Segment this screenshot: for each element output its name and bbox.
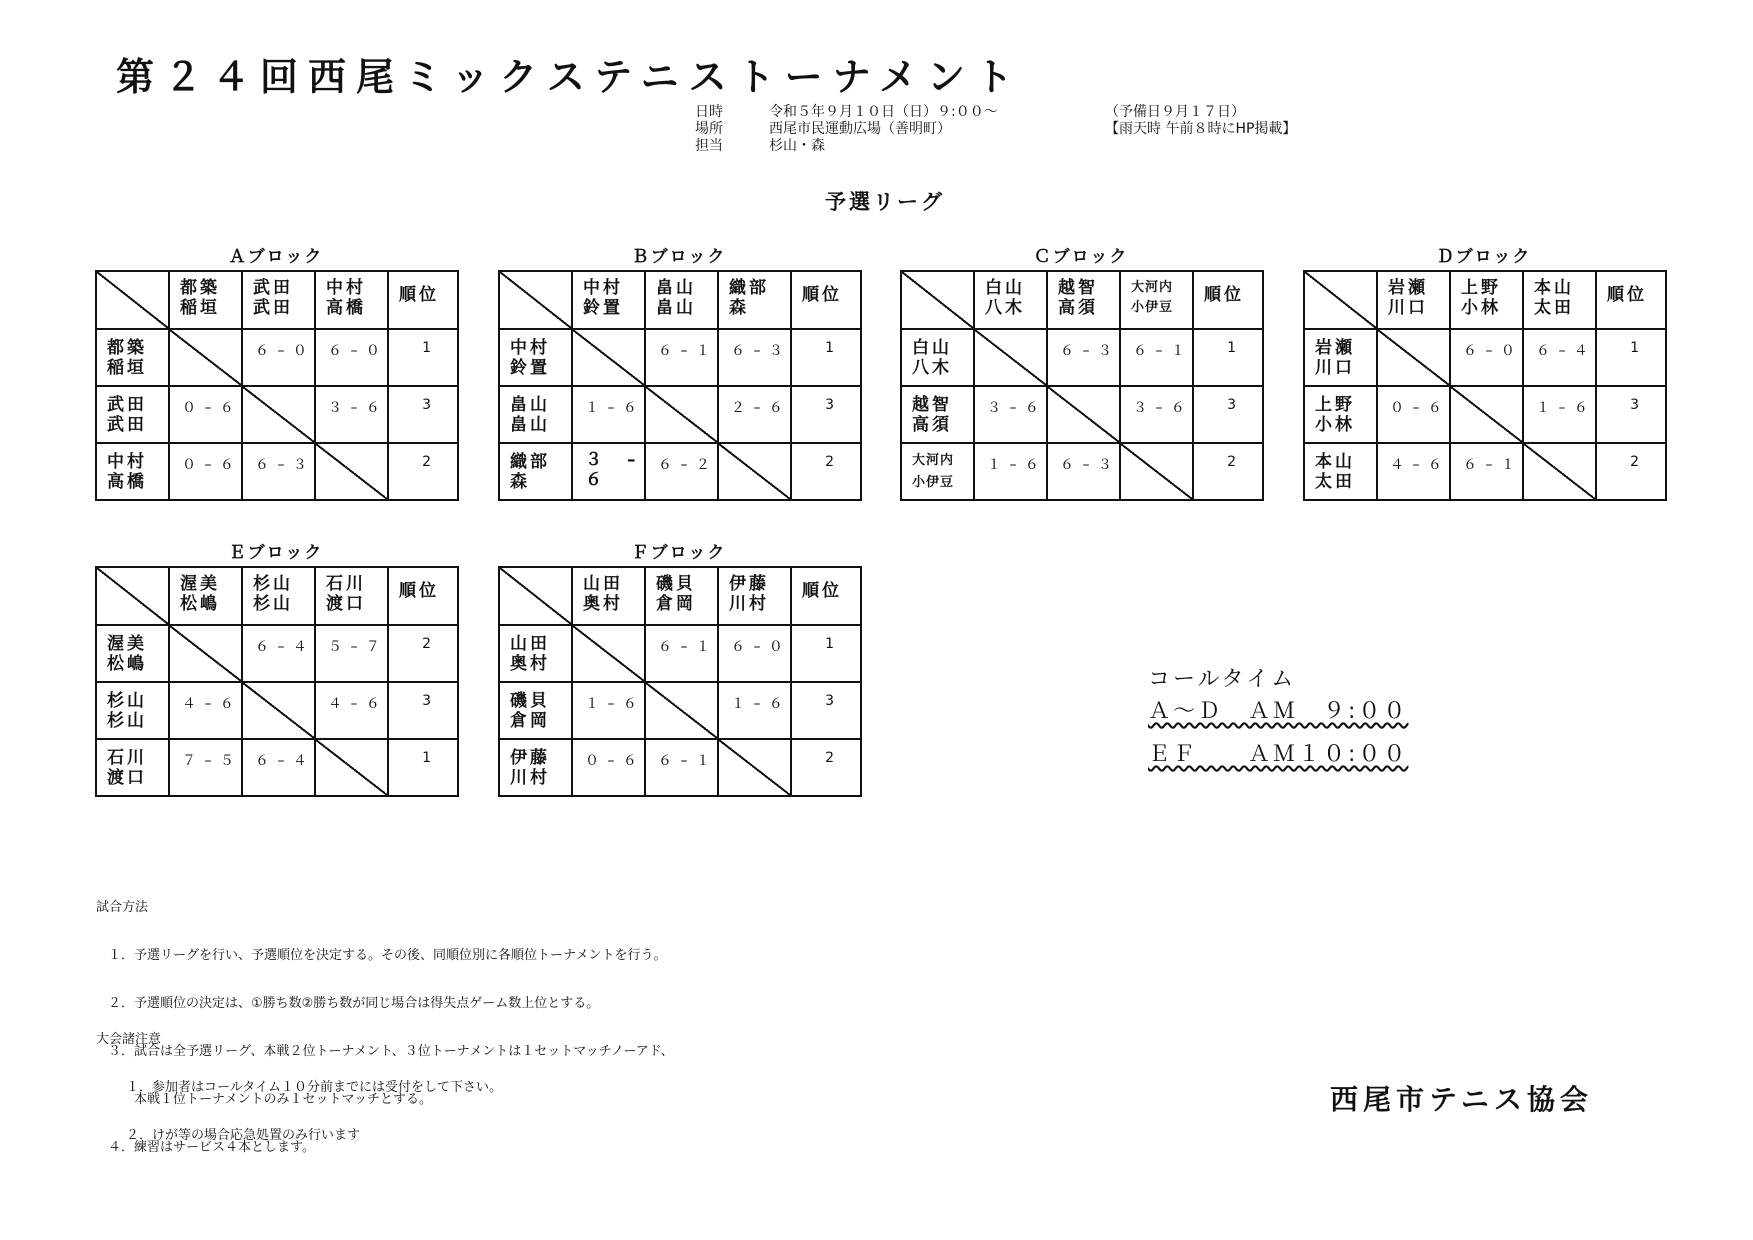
rank-value: 3 (1227, 397, 1236, 413)
corner-cell (499, 271, 572, 329)
score-cell (1450, 443, 1523, 500)
score-cell (1120, 329, 1193, 386)
team-header-cell (1523, 271, 1596, 329)
table-row (499, 739, 861, 796)
team-header-cell (645, 271, 718, 329)
rank-value: 2 (422, 454, 431, 470)
match-score: ６ – ３ (731, 343, 785, 359)
rank-header-cell (1596, 271, 1666, 329)
rank-value: 2 (1227, 454, 1236, 470)
rank-value: 3 (825, 693, 834, 709)
rank-cell (1193, 329, 1263, 386)
rank-header-cell (791, 567, 861, 625)
score-cell (572, 739, 645, 796)
team-header-cell (315, 271, 388, 329)
info-value: 令和５年９月１０日（日）９:００～ (769, 104, 998, 120)
score-cell (1523, 386, 1596, 443)
match-score: ３ – ６ (1133, 400, 1187, 416)
rank-header: 順位 (802, 581, 842, 601)
tournament-notes (96, 1000, 502, 1160)
self-match-cell (242, 682, 315, 739)
league-block (498, 540, 860, 797)
league-block (95, 540, 457, 797)
rank-value: 1 (825, 340, 834, 356)
score-cell (1450, 329, 1523, 386)
match-score: ６ – ４ (255, 753, 309, 769)
self-match-cell (572, 625, 645, 682)
self-match-cell (572, 329, 645, 386)
match-score: １ – ６ (987, 457, 1041, 473)
rank-value: 3 (422, 397, 431, 413)
notes-title: 大会諸注意 (96, 1032, 162, 1047)
self-match-cell (645, 682, 718, 739)
team-name: 織部 森 (510, 451, 550, 492)
team-name: 大河内 小伊豆 (912, 452, 955, 490)
rank-cell (1596, 386, 1666, 443)
team-name: 武田 武田 (107, 394, 147, 435)
team-name: 上野 小林 (1315, 394, 1355, 435)
self-match-cell (1047, 386, 1120, 443)
league-table (95, 270, 459, 501)
block-title: Ｃブロック (1033, 247, 1129, 267)
block-title: Ｆブロック (631, 543, 727, 563)
rank-header: 順位 (1607, 285, 1647, 305)
self-match-cell (718, 739, 791, 796)
rank-cell (388, 682, 458, 739)
team-row-cell (96, 739, 169, 796)
match-score: ３ – ６ (987, 400, 1041, 416)
self-match-cell (1377, 329, 1450, 386)
team-name: 磯貝 倉岡 (510, 690, 550, 731)
team-row-cell (96, 625, 169, 682)
score-cell (718, 682, 791, 739)
score-cell (718, 386, 791, 443)
team-row-cell (96, 386, 169, 443)
rank-cell (791, 625, 861, 682)
score-cell (242, 329, 315, 386)
match-score: ０ – ６ (585, 753, 639, 769)
team-name: 武田 武田 (253, 278, 293, 318)
team-row-cell (499, 682, 572, 739)
table-row (901, 329, 1263, 386)
score-cell (974, 443, 1047, 500)
block-title: Ｂブロック (631, 247, 727, 267)
team-name: 越智 高須 (1058, 278, 1098, 318)
league-table (900, 270, 1264, 501)
team-row-cell (96, 682, 169, 739)
team-name: 伊藤 川村 (729, 574, 769, 614)
match-score: ６ – ３ (1060, 457, 1114, 473)
table-row (96, 625, 458, 682)
rank-value: 3 (825, 397, 834, 413)
team-row-cell (96, 443, 169, 500)
table-row (901, 443, 1263, 500)
rank-cell (1596, 443, 1666, 500)
score-cell (974, 386, 1047, 443)
team-name: 山田 奥村 (583, 574, 623, 614)
match-score: ６ – ３ (1060, 343, 1114, 359)
rank-value: 1 (825, 636, 834, 652)
team-header-cell (572, 567, 645, 625)
score-cell (169, 443, 242, 500)
team-header-cell (974, 271, 1047, 329)
self-match-cell (315, 443, 388, 500)
team-header-cell (315, 567, 388, 625)
score-cell (242, 739, 315, 796)
page-title: 第２４回西尾ミックステニストーナメント (116, 55, 1024, 99)
table-row (499, 625, 861, 682)
organizer-name: 西尾市テニス協会 (1330, 1083, 1593, 1116)
team-row-cell (901, 386, 974, 443)
team-name: 岩瀬 川口 (1315, 337, 1355, 378)
call-time-line: Ａ～Ｄ ＡＭ ９:００ (1148, 699, 1409, 724)
rule-item: ２．予選順位の決定は、①勝ち数②勝ち数が同じ場合は得失点ゲーム数上位とする。 (108, 996, 600, 1011)
team-row-cell (499, 443, 572, 500)
team-name: 越智 高須 (912, 394, 952, 435)
league-table (498, 566, 862, 797)
rank-header-cell (388, 271, 458, 329)
info-row-place (695, 121, 1296, 138)
team-name: 磯貝 倉岡 (656, 574, 696, 614)
score-cell (572, 682, 645, 739)
team-row-cell (499, 625, 572, 682)
team-name: 中村 高橋 (107, 451, 147, 492)
league-block (95, 244, 457, 501)
score-cell (718, 625, 791, 682)
rank-cell (388, 329, 458, 386)
info-key: 日時 (695, 104, 723, 120)
table-row (499, 386, 861, 443)
table-row (901, 386, 1263, 443)
league-table (95, 566, 459, 797)
team-name: 大河内 小伊豆 (1131, 280, 1174, 315)
score-cell (1377, 386, 1450, 443)
match-score: ６ – １ (658, 639, 712, 655)
rank-cell (388, 739, 458, 796)
team-header-cell (718, 567, 791, 625)
team-header-cell (645, 567, 718, 625)
score-cell (572, 386, 645, 443)
team-name: 織部 森 (729, 278, 769, 318)
match-score: ６ – ４ (255, 639, 309, 655)
rank-value: 3 (1630, 397, 1639, 413)
team-header-cell (242, 271, 315, 329)
score-cell (1047, 329, 1120, 386)
match-score: ７ – ５ (182, 753, 236, 769)
corner-cell (901, 271, 974, 329)
match-score: ６ – ０ (255, 343, 309, 359)
note-item: １．参加者はコールタイム１０分前までには受付をして下さい。 (126, 1080, 502, 1095)
table-row (96, 682, 458, 739)
team-name: 白山 八木 (912, 337, 952, 378)
corner-cell (96, 271, 169, 329)
match-score: ４ – ６ (1390, 457, 1444, 473)
rank-cell (388, 386, 458, 443)
score-cell (718, 329, 791, 386)
match-score: ６ – ３ (255, 457, 309, 473)
score-cell (1523, 329, 1596, 386)
rank-cell (791, 443, 861, 500)
team-name: 中村 鈴置 (583, 278, 623, 318)
match-score: １ – ６ (1536, 400, 1590, 416)
score-cell (242, 625, 315, 682)
team-name: 山田 奥村 (510, 633, 550, 674)
team-name: 本山 太田 (1534, 278, 1574, 318)
score-cell (1377, 443, 1450, 500)
team-header-cell (169, 567, 242, 625)
rank-cell (791, 739, 861, 796)
rank-value: 2 (422, 636, 431, 652)
rule-item: ４．練習はサービス４本とします。 (108, 1140, 315, 1155)
team-row-cell (499, 329, 572, 386)
score-cell (169, 386, 242, 443)
info-value: 西尾市民運動広場（善明町） (769, 121, 951, 137)
rank-header: 順位 (399, 581, 439, 601)
score-cell (645, 329, 718, 386)
rank-value: 1 (422, 750, 431, 766)
match-score: ０ – ６ (182, 457, 236, 473)
rank-header: 順位 (1204, 285, 1244, 305)
rank-header-cell (388, 567, 458, 625)
rank-header: 順位 (399, 285, 439, 305)
table-row (96, 739, 458, 796)
match-score: ０ – ６ (182, 400, 236, 416)
block-title: Ｅブロック (228, 543, 324, 563)
team-header-cell (718, 271, 791, 329)
info-extra: （予備日９月１７日） (1105, 104, 1245, 120)
self-match-cell (1450, 386, 1523, 443)
match-score: ５ – ７ (328, 639, 382, 655)
match-score: ４ – ６ (328, 696, 382, 712)
score-cell (169, 739, 242, 796)
team-name: 上野 小林 (1461, 278, 1501, 318)
team-row-cell (901, 443, 974, 500)
team-header-cell (1120, 271, 1193, 329)
table-row (499, 329, 861, 386)
self-match-cell (1120, 443, 1193, 500)
team-name: 杉山 杉山 (253, 574, 293, 614)
team-row-cell (1304, 386, 1377, 443)
score-cell (315, 682, 388, 739)
rank-value: 3 (422, 693, 431, 709)
rank-header-cell (791, 271, 861, 329)
note-item: ２．けが等の場合応急処置のみ行います (126, 1128, 361, 1143)
self-match-cell (645, 386, 718, 443)
match-score: ０ – ６ (1390, 400, 1444, 416)
self-match-cell (974, 329, 1047, 386)
score-cell (1047, 443, 1120, 500)
block-title: Ｄブロック (1436, 247, 1532, 267)
rank-cell (791, 329, 861, 386)
team-name: 中村 高橋 (326, 278, 366, 318)
score-cell (315, 386, 388, 443)
table-row (1304, 386, 1666, 443)
match-score: １ – ６ (731, 696, 785, 712)
score-cell (1120, 386, 1193, 443)
team-name: 畠山 畠山 (510, 394, 550, 435)
table-row (96, 443, 458, 500)
team-header-cell (169, 271, 242, 329)
match-score: ６ – １ (1463, 457, 1517, 473)
team-header-cell (1377, 271, 1450, 329)
self-match-cell (315, 739, 388, 796)
league-table (1303, 270, 1667, 501)
rank-cell (1193, 386, 1263, 443)
rank-cell (388, 625, 458, 682)
team-name: 畠山 畠山 (656, 278, 696, 318)
call-time (1148, 662, 1408, 768)
team-name: 中村 鈴置 (510, 337, 550, 378)
info-key: 場所 (695, 121, 723, 137)
corner-cell (499, 567, 572, 625)
event-info (695, 104, 1296, 155)
match-score: ３ – ６ (585, 450, 640, 490)
match-score: １ – ６ (585, 400, 639, 416)
rank-cell (1596, 329, 1666, 386)
match-score: ６ – ０ (328, 343, 382, 359)
team-header-cell (572, 271, 645, 329)
info-extra: 【雨天時 午前８時にHP掲載】 (1105, 121, 1297, 137)
match-score: ６ – １ (658, 753, 712, 769)
table-row (1304, 443, 1666, 500)
call-time-title: コールタイム (1148, 667, 1297, 692)
match-score: ６ – １ (658, 343, 712, 359)
score-cell (645, 443, 718, 500)
corner-cell (1304, 271, 1377, 329)
rank-header: 順位 (802, 285, 842, 305)
rank-cell (388, 443, 458, 500)
match-score: ６ – ２ (658, 457, 712, 473)
score-cell (645, 625, 718, 682)
match-score: ３ – ６ (328, 400, 382, 416)
rank-value: 1 (422, 340, 431, 356)
team-name: 伊藤 川村 (510, 747, 550, 788)
team-name: 岩瀬 川口 (1388, 278, 1428, 318)
rank-cell (791, 682, 861, 739)
corner-cell (96, 567, 169, 625)
block-title: Ａブロック (228, 247, 324, 267)
team-name: 石川 渡口 (326, 574, 366, 614)
team-header-cell (242, 567, 315, 625)
match-score: ４ – ６ (182, 696, 236, 712)
league-block (498, 244, 860, 501)
team-row-cell (499, 386, 572, 443)
score-cell (169, 682, 242, 739)
match-score: ６ – ０ (1463, 343, 1517, 359)
score-cell (645, 739, 718, 796)
team-row-cell (96, 329, 169, 386)
rank-header-cell (1193, 271, 1263, 329)
self-match-cell (169, 329, 242, 386)
table-row (96, 386, 458, 443)
league-block (900, 244, 1262, 501)
rank-cell (1193, 443, 1263, 500)
team-name: 渥美 松嶋 (180, 574, 220, 614)
match-score: １ – ６ (585, 696, 639, 712)
info-row-date (695, 104, 1296, 121)
team-name: 渥美 松嶋 (107, 633, 147, 674)
rules-title: 試合方法 (96, 900, 149, 915)
team-name: 本山 太田 (1315, 451, 1355, 492)
match-score: ６ – １ (1133, 343, 1187, 359)
self-match-cell (169, 625, 242, 682)
call-time-line: ＥＦ ＡＭ１０:００ (1148, 742, 1409, 767)
score-cell (315, 625, 388, 682)
match-score: ６ – ４ (1536, 343, 1590, 359)
league-block (1303, 244, 1665, 501)
rank-value: 2 (825, 454, 834, 470)
score-cell (315, 329, 388, 386)
rank-cell (791, 386, 861, 443)
info-row-staff (695, 138, 1296, 155)
table-row (499, 443, 861, 500)
info-key: 担当 (695, 138, 723, 154)
self-match-cell (242, 386, 315, 443)
team-name: 都築 稲垣 (180, 278, 220, 318)
rank-value: 2 (1630, 454, 1639, 470)
rule-item: １．予選リーグを行い、予選順位を決定する。その後、同順位別に各順位トーナメントを行う。 (108, 948, 667, 963)
section-title: 予選リーグ (825, 190, 945, 214)
rank-value: 1 (1227, 340, 1236, 356)
team-name: 都築 稲垣 (107, 337, 147, 378)
match-score: ２ – ６ (731, 400, 785, 416)
team-row-cell (1304, 443, 1377, 500)
match-score: ６ – ０ (731, 639, 785, 655)
league-table (498, 270, 862, 501)
team-name: 白山 八木 (985, 278, 1025, 318)
team-name: 石川 渡口 (107, 747, 147, 788)
table-row (1304, 329, 1666, 386)
rank-value: 1 (1630, 340, 1639, 356)
team-header-cell (1047, 271, 1120, 329)
info-value: 杉山・森 (769, 138, 825, 154)
team-row-cell (499, 739, 572, 796)
team-name: 杉山 杉山 (107, 690, 147, 731)
rule-item: ３．試合は全予選リーグ、本戦２位トーナメント、３位トーナメントは１セットマッチノーアド、 (108, 1044, 674, 1059)
self-match-cell (718, 443, 791, 500)
team-row-cell (901, 329, 974, 386)
rank-value: 2 (825, 750, 834, 766)
self-match-cell (1523, 443, 1596, 500)
rule-item: 本戦１位トーナメントのみ１セットマッチとする。 (108, 1092, 432, 1107)
table-row (96, 329, 458, 386)
table-row (499, 682, 861, 739)
team-header-cell (1450, 271, 1523, 329)
score-cell (572, 443, 645, 500)
team-row-cell (1304, 329, 1377, 386)
score-cell (242, 443, 315, 500)
